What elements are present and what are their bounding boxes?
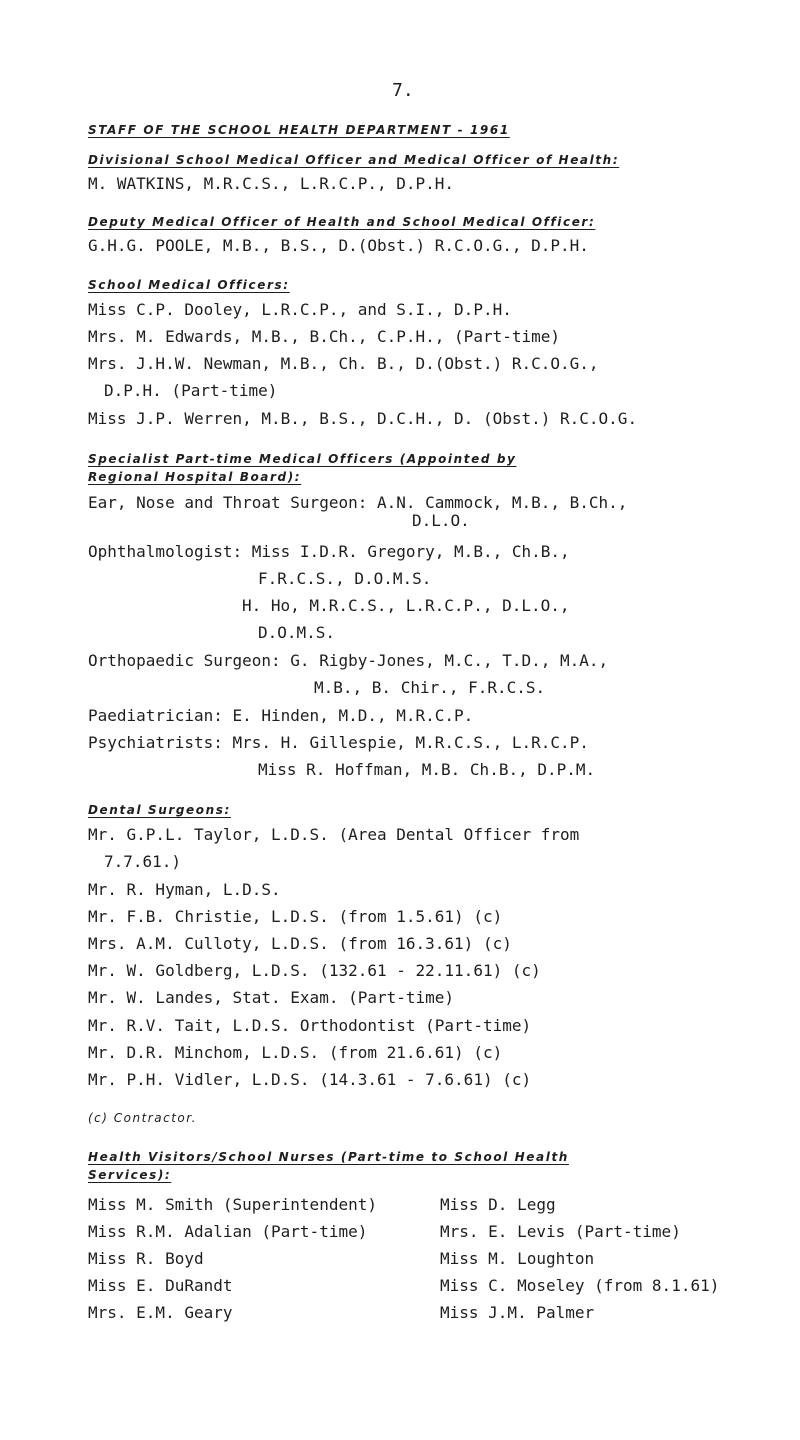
deputy-name: G.H.G. POOLE, M.B., B.S., D.(Obst.) R.C.O.G., D.P.H.	[88, 236, 589, 255]
health-visitors-heading: Health Visitors/School Nurses (Part-time to School Health	[88, 1150, 569, 1164]
dental-line: Mr. W. Landes, Stat. Exam. (Part-time)	[88, 988, 455, 1007]
specialist-psychiatrists-cont: Miss R. Hoffman, M.B. Ch.B., D.P.M.	[258, 760, 596, 779]
contractor-note: (c) Contractor.	[88, 1111, 197, 1125]
dental-line: Mr. P.H. Vidler, L.D.S. (14.3.61 - 7.6.61) (c)	[88, 1070, 532, 1089]
divisional-heading: Divisional School Medical Officer and Medical Officer of Health:	[88, 153, 620, 167]
health-visitor-right: Miss D. Legg	[440, 1195, 556, 1214]
specialist-ophthalmologist: Ophthalmologist: Miss I.D.R. Gregory, M.B., Ch.B.,	[88, 542, 570, 561]
dental-line: Mr. R. Hyman, L.D.S.	[88, 880, 281, 899]
health-visitor-right: Miss M. Loughton	[440, 1249, 595, 1268]
dental-line: Mrs. A.M. Culloty, L.D.S. (from 16.3.61) (c)	[88, 934, 512, 953]
divisional-name: M. WATKINS, M.R.C.S., L.R.C.P., D.P.H.	[88, 174, 455, 193]
dental-heading: Dental Surgeons:	[88, 803, 231, 817]
deputy-heading: Deputy Medical Officer of Health and School Medical Officer:	[88, 215, 596, 229]
page-number: 7.	[392, 80, 414, 101]
specialists-heading: Specialist Part-time Medical Officers (Appointed by	[88, 452, 517, 466]
health-visitor-left: Miss E. DuRandt	[88, 1276, 233, 1295]
dental-line: Mr. F.B. Christie, L.D.S. (from 1.5.61) (c)	[88, 907, 503, 926]
specialist-ophthalmologist-2-cont: D.O.M.S.	[258, 623, 336, 642]
page-title: STAFF OF THE SCHOOL HEALTH DEPARTMENT - 1961	[88, 123, 510, 137]
dental-line: Mr. G.P.L. Taylor, L.D.S. (Area Dental Officer from	[88, 825, 580, 844]
school-officer-line: Miss J.P. Werren, M.B., B.S., D.C.H., D. (Obst.) R.C.O.G.	[88, 409, 638, 428]
specialist-psychiatrists: Psychiatrists: Mrs. H. Gillespie, M.R.C.S., L.R.C.P.	[88, 733, 589, 752]
specialist-ent-cont: D.L.O.	[412, 511, 470, 530]
specialist-ophthalmologist-cont: F.R.C.S., D.O.M.S.	[258, 569, 432, 588]
school-officers-heading: School Medical Officers:	[88, 278, 290, 292]
health-visitors-heading-cont: Services):	[88, 1168, 172, 1182]
health-visitor-right: Miss C. Moseley (from 8.1.61)	[440, 1276, 720, 1295]
school-officer-line: D.P.H. (Part-time)	[104, 381, 278, 400]
health-visitor-right: Miss J.M. Palmer	[440, 1303, 595, 1322]
health-visitor-right: Mrs. E. Levis (Part-time)	[440, 1222, 681, 1241]
dental-line: Mr. D.R. Minchom, L.D.S. (from 21.6.61) (c)	[88, 1043, 503, 1062]
specialist-paediatrician: Paediatrician: E. Hinden, M.D., M.R.C.P.	[88, 706, 474, 725]
school-officer-line: Mrs. J.H.W. Newman, M.B., Ch. B., D.(Obst.) R.C.O.G.,	[88, 354, 599, 373]
health-visitor-left: Miss M. Smith (Superintendent)	[88, 1195, 377, 1214]
health-visitor-left: Miss R.M. Adalian (Part-time)	[88, 1222, 368, 1241]
health-visitor-left: Miss R. Boyd	[88, 1249, 204, 1268]
specialists-heading-cont: Regional Hospital Board):	[88, 470, 302, 484]
school-officer-line: Mrs. M. Edwards, M.B., B.Ch., C.P.H., (Part-time)	[88, 327, 561, 346]
specialist-ent: Ear, Nose and Throat Surgeon: A.N. Cammock, M.B., B.Ch.,	[88, 493, 628, 512]
dental-line: Mr. W. Goldberg, L.D.S. (132.61 - 22.11.61) (c)	[88, 961, 541, 980]
school-officer-line: Miss C.P. Dooley, L.R.C.P., and S.I., D.P.H.	[88, 300, 512, 319]
health-visitor-left: Mrs. E.M. Geary	[88, 1303, 233, 1322]
specialist-ophthalmologist-2: H. Ho, M.R.C.S., L.R.C.P., D.L.O.,	[242, 596, 570, 615]
dental-line: Mr. R.V. Tait, L.D.S. Orthodontist (Part-time)	[88, 1016, 532, 1035]
specialist-orthopaedic: Orthopaedic Surgeon: G. Rigby-Jones, M.C., T.D., M.A.,	[88, 651, 609, 670]
specialist-orthopaedic-cont: M.B., B. Chir., F.R.C.S.	[314, 678, 546, 697]
dental-line: 7.7.61.)	[104, 852, 182, 871]
